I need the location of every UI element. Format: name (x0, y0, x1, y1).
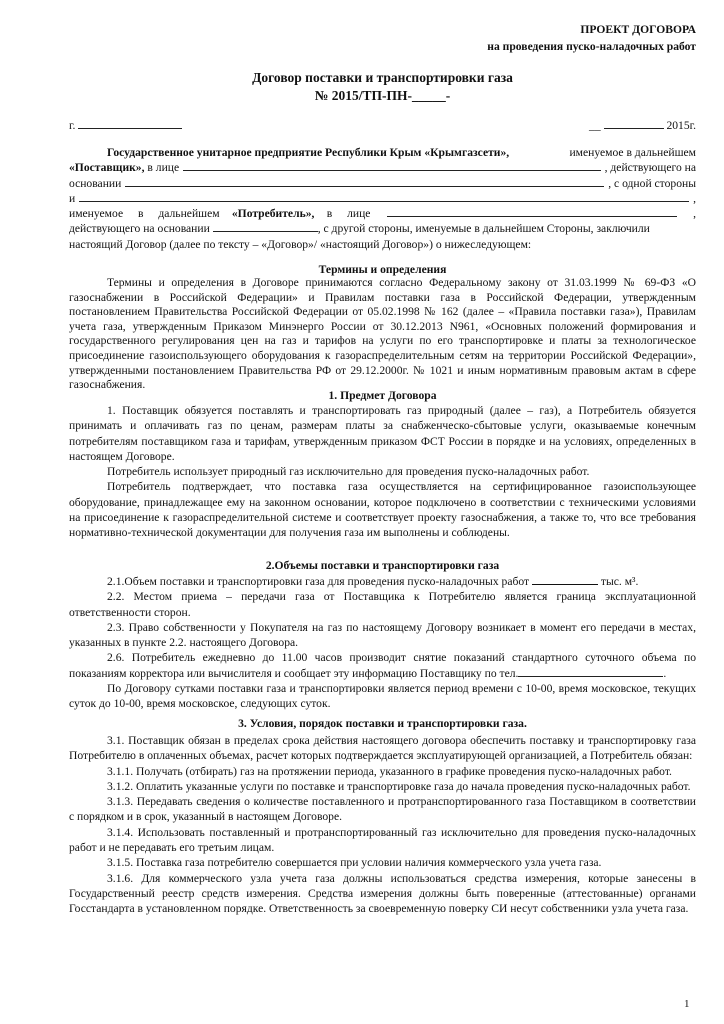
date-field: __ 2015г. (589, 119, 696, 132)
clause: 3.1.3. Передавать сведения о количестве поставленного и протранспортированного газа Поставщиком в соответствии с порядком и в срок, указанный в настоящем Договоре. (69, 795, 696, 824)
basis-blank (125, 176, 604, 187)
section1-body (69, 403, 696, 541)
section1-paragraph: 1. Поставщик обязуется поставлять и транспортировать газ природный (далее – газ), а Потребитель обязуется принимать и оплачивать газ по ценам, размерам платы за снабженческо-сбытовые услуги, оказываемые конечным потребителям поставщиком газа и тарифам, утвержденным приказом ФСТ России в порядке и на условиях, определенных в настоящем Договоре. (69, 404, 696, 463)
clause-2-6: 2.6. Потребитель ежедневно до 11.00 часов производит снятие показаний стандартного суточного объема по показаниям корректора или вычислителя и сообщает эту информацию Поставщику по тел. . (69, 651, 696, 680)
draft-subtitle: на проведения пуско-наладочных работ (487, 40, 696, 53)
clause: 3.1.1. Получать (отбирать) газ на протяжении периода, указанного в графике проведения пуско-наладочных работ. (107, 764, 672, 778)
city-field: г. (69, 118, 182, 133)
clause: По Договору сутками поставки газа и транспортировки является период времени с 10-00, время московское, текущих суток до 10-00, время московское, следующих суток. (69, 682, 696, 711)
clause: 3.1.4. Использовать поставленный и протранспортированный газ исключительно для проведения пуско-наладочных работ и не передавать его третьим лицам. (69, 825, 696, 855)
place-date-line (69, 118, 696, 133)
page-number: 1 (684, 998, 690, 1010)
section3-body (69, 733, 696, 917)
consumer-representative-blank (387, 206, 677, 217)
section1-heading: 1. Предмет Договора (328, 389, 437, 402)
terms-heading: Термины и определения (318, 263, 447, 276)
draft-label: ПРОЕКТ ДОГОВОРА (580, 23, 696, 36)
clause: 3.1.5. Поставка газа потребителю совершается при условии наличия коммерческого узла учета газа. (107, 856, 602, 870)
terms-text: Термины и определения в Договоре принимаются согласно Федеральному закону от 31.03.1999 № 69-ФЗ «О газоснабжении в Российской Федерации» и Правилам поставки газа в Российской Федерации, утвержденным постановлением Правительства Российской Федерации от 05.02.1998 № 162 (далее – «Правила поставки газа»), Правилам учета газа, утвержденным Приказом Минэнерго России от 30.12.2013 N961, «Основных положений формирования и государственного регулирования цен на газ и тарифов на услуги по его транспортировке и платы за технологическое присоединение газоиспользующего оборудования к газораспределительным сетям на территории Российской Федерации», утвержденными постановлением Правительства РФ от 29.12.2000г. № 1021 и иным нормативным правовым актам в сфере газоснабжения. (69, 276, 696, 392)
section2-heading: 2.Объемы поставки и транспортировки газа (265, 559, 500, 572)
section1-paragraph: Потребитель использует природный газ исключительно для проведения пуско-наладочных работ. (107, 465, 590, 479)
clause: 2.3. Право собственности у Покупателя на газ по настоящему Договору возникает в момент его передачи в местах, указанных в пункте 2.2. настоящего Договора. (69, 620, 696, 650)
section2-body (69, 574, 696, 712)
section3-heading: 3. Условия, порядок поставки и транспортировки газа. (238, 717, 527, 730)
document-title: Договор поставки и транспортировки газа (252, 70, 513, 85)
intro-paragraph: Государственное унитарное предприятие Республики Крым «Крымгазсети», именуемое в дальнейшем «Поставщик», в лице , действующего на основании , с одной стороны и , именуемое в дальнейшем «Потребитель», в лице , действующего на основании , с другой стороны, именуемые в дальнейшем Стороны, заключили настоящий Договор (далее по тексту – «Договор»/ «настоящий Договор») о нижеследующем: (69, 146, 696, 251)
clause: 3.1.6. Для коммерческого узла учета газа должны использоваться средства измерения, которые занесены в Государственный реестр средств измерения. Средства измерения должны быть поверенные (аттестованные) органами Госстандарта в установленном порядке. Ответственность за своевременную поверку СИ несут собственники узла учета газа. (69, 871, 696, 916)
volume-blank (532, 574, 598, 585)
consumer-name-blank (79, 191, 689, 202)
clause: 2.2. Местом приема – передачи газа от Поставщика к Потребителю является граница эксплуатационной ответственности сторон. (69, 590, 696, 619)
clause: 3.1.2. Оплатить указанные услуги по поставке и транспортировке газа до начала проведения пуско-наладочных работ. (107, 779, 691, 793)
contract-number: № 2015/ТП-ПН-_____- (314, 88, 451, 103)
consumer-basis-blank (213, 221, 318, 232)
clause-2-1: 2.1.Объем поставки и транспортировки газа для проведения пуско-наладочных работ тыс. м³. (107, 575, 639, 588)
clause: 3.1. Поставщик обязан в пределах срока действия настоящего договора обеспечить поставку и транспортировку газа Потребителю в оплаченных объемах, расчет которых подтверждается эксплуатирующей организацией, а Потребитель обязан: (69, 734, 696, 763)
representative-blank (183, 160, 600, 171)
section1-paragraph: Потребитель подтверждает, что поставка газа осуществляется на сертифицированное газоиспользующее оборудование, принадлежащее ему на законном основании, которое подключено в соответствии с техническими условиями на присоединение к газораспределительной системе и соответствует проекту газоснабжения, а также то, что все требования нормативно-технической документации для получения газа им выполнены и соблюдены. (69, 480, 696, 540)
phone-blank (518, 666, 663, 677)
